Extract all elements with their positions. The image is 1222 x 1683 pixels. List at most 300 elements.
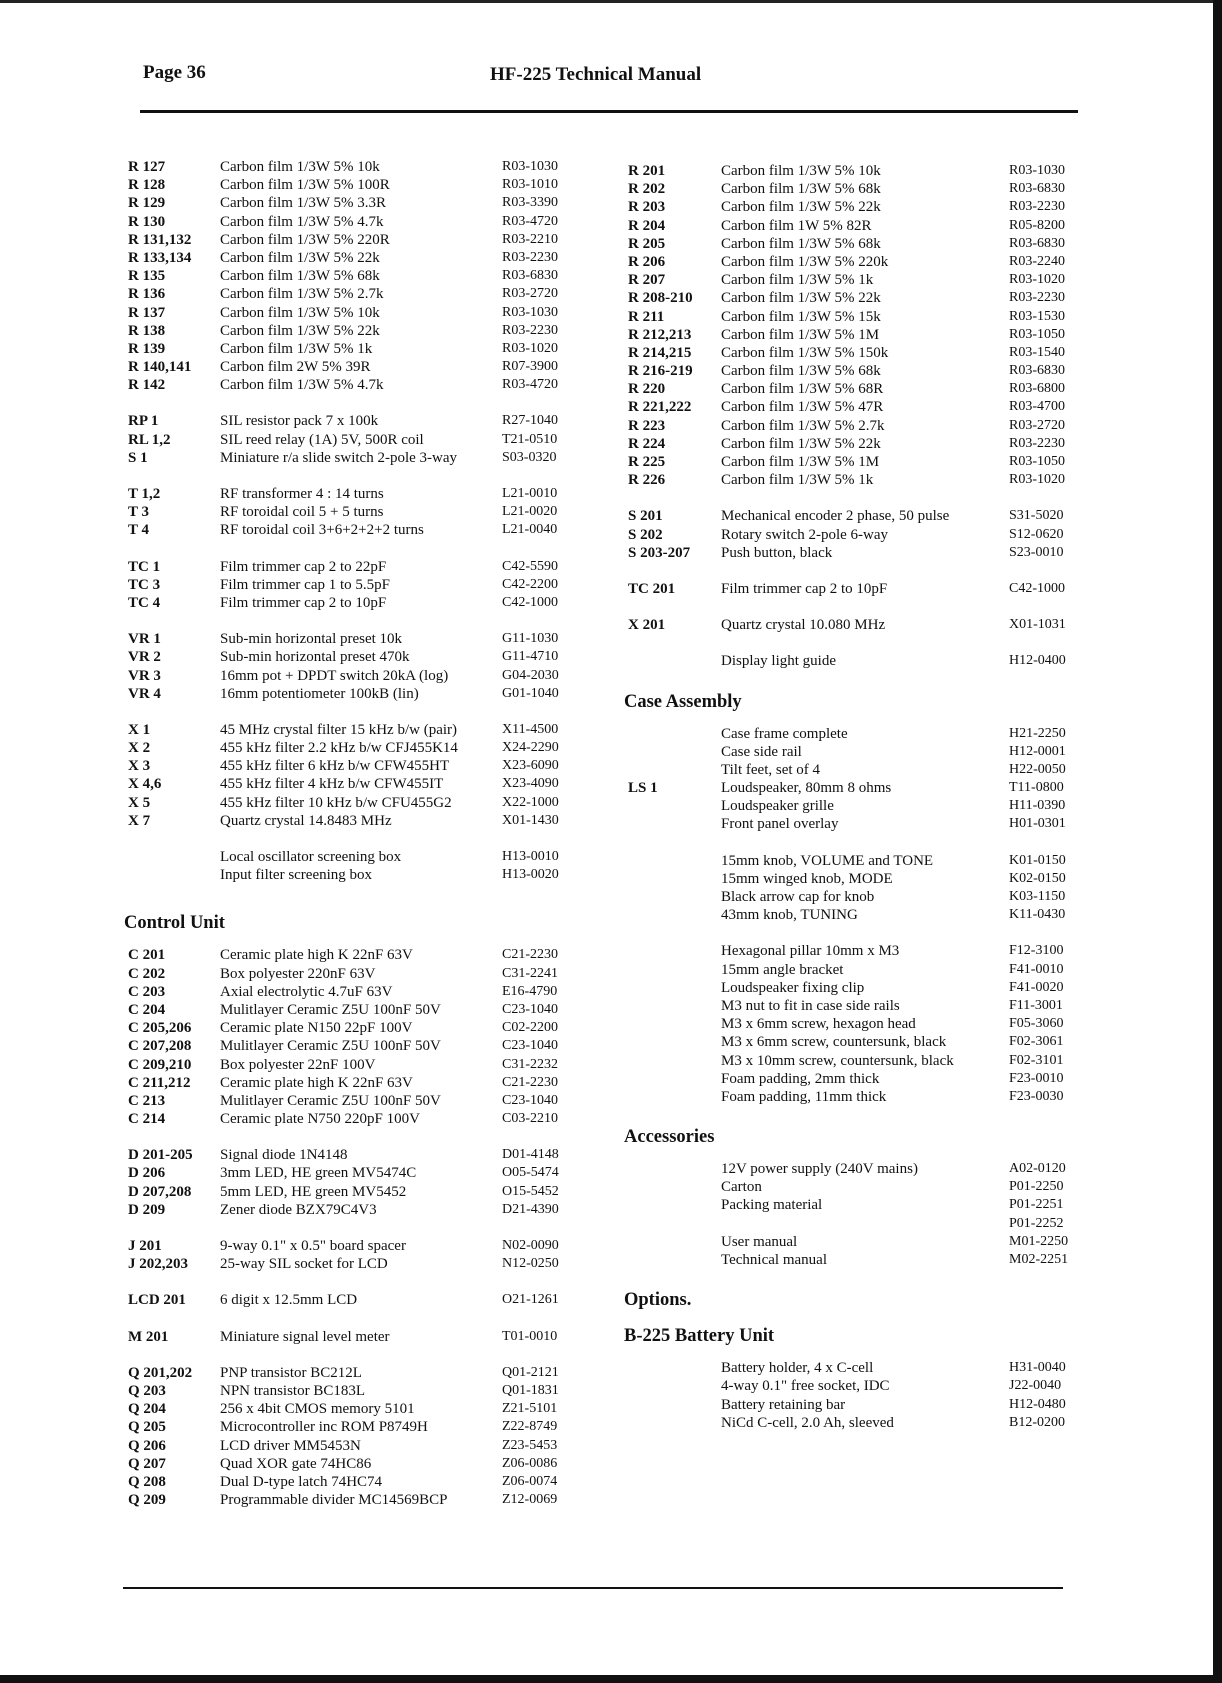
part-description: Foam padding, 11mm thick xyxy=(721,1088,887,1105)
part-reference: R 207 xyxy=(628,272,666,289)
part-description: 256 x 4bit CMOS memory 5101 xyxy=(220,1401,415,1418)
parts-row xyxy=(628,961,1098,979)
part-reference: R 202 xyxy=(628,181,666,198)
part-reference: C 202 xyxy=(128,965,166,982)
part-description: RF toroidal coil 3+6+2+2+2 turns xyxy=(220,522,424,539)
part-description: PNP transistor BC212L xyxy=(220,1364,362,1381)
part-code: R03-1020 xyxy=(1009,472,1065,488)
part-code: R03-1010 xyxy=(502,177,558,193)
parts-row xyxy=(128,431,598,449)
part-description: 455 kHz filter 10 kHz b/w CFU455G2 xyxy=(220,794,452,811)
part-code: S03-0320 xyxy=(502,449,557,465)
part-code: R03-2720 xyxy=(502,286,558,302)
parts-row xyxy=(128,1019,598,1037)
part-description: M3 x 6mm screw, hexagon head xyxy=(721,1016,916,1033)
part-reference: C 201 xyxy=(128,947,166,964)
parts-row xyxy=(628,616,1098,634)
part-description: Input filter screening box xyxy=(220,867,373,884)
part-description: Quartz crystal 14.8483 MHz xyxy=(220,812,392,829)
part-code: F41-0010 xyxy=(1009,961,1064,977)
parts-row xyxy=(128,1382,598,1400)
part-description: M3 x 10mm screw, countersunk, black xyxy=(721,1052,954,1069)
parts-row xyxy=(628,1178,1098,1196)
part-description: Microcontroller inc ROM P8749H xyxy=(220,1419,428,1436)
scan-border-right xyxy=(1213,0,1222,1683)
part-reference: S 203-207 xyxy=(628,544,691,561)
parts-row xyxy=(128,1092,598,1110)
part-description: Battery retaining bar xyxy=(721,1396,846,1413)
parts-row xyxy=(128,249,598,267)
part-reference: R 204 xyxy=(628,217,666,234)
part-code: G04-2030 xyxy=(502,667,559,683)
part-code: R03-2720 xyxy=(1009,417,1065,433)
part-reference xyxy=(628,852,721,870)
part-reference: C 209,210 xyxy=(128,1056,192,1073)
part-description: Carbon film 1/3W 5% 15k xyxy=(721,308,881,325)
part-description: Carbon film 1/3W 5% 150k xyxy=(721,344,889,361)
parts-row xyxy=(628,1033,1098,1051)
part-code: H12-0400 xyxy=(1009,653,1066,669)
part-description xyxy=(721,1215,1009,1233)
part-code: D01-4148 xyxy=(502,1147,559,1163)
part-reference: R 131,132 xyxy=(128,231,192,248)
parts-row xyxy=(128,503,598,521)
part-reference: C 211,212 xyxy=(128,1074,191,1091)
part-description: Packing material xyxy=(721,1197,823,1214)
parts-row xyxy=(128,485,598,503)
parts-row xyxy=(628,815,1098,833)
part-code: Z22-8749 xyxy=(502,1419,558,1435)
part-reference: R 208-210 xyxy=(628,290,693,307)
parts-row xyxy=(628,362,1098,380)
part-description: Mulitlayer Ceramic Z5U 100nF 50V xyxy=(220,1038,441,1055)
part-reference: Q 205 xyxy=(128,1419,166,1436)
parts-row xyxy=(628,289,1098,307)
group-spacer xyxy=(128,612,598,630)
part-reference: X 201 xyxy=(628,617,666,634)
part-code: Q01-1831 xyxy=(502,1382,559,1398)
part-reference: R 225 xyxy=(628,454,666,470)
part-code: H13-0020 xyxy=(502,867,559,883)
part-description: Carbon film 1/3W 5% 2.7k xyxy=(721,417,885,434)
part-reference: X 1 xyxy=(128,721,151,738)
part-reference: X 2 xyxy=(128,740,151,757)
part-description: Ceramic plate high K 22nF 63V xyxy=(220,1074,413,1091)
part-description: Box polyester 220nF 63V xyxy=(220,965,376,982)
parts-row xyxy=(128,267,598,285)
parts-row xyxy=(628,888,1098,906)
part-code: Z12-0069 xyxy=(502,1492,558,1508)
parts-row xyxy=(628,979,1098,997)
part-description: Carbon film 1/3W 5% 10k xyxy=(721,163,881,179)
part-reference xyxy=(628,997,721,1015)
part-reference xyxy=(628,942,721,960)
parts-row xyxy=(128,1037,598,1055)
part-description: Carbon film 1/3W 5% 2.7k xyxy=(220,286,384,303)
part-description: Carbon film 1/3W 5% 22k xyxy=(721,290,881,307)
part-description: Mulitlayer Ceramic Z5U 100nF 50V xyxy=(220,1092,441,1109)
part-description: NiCd C-cell, 2.0 Ah, sleeved xyxy=(721,1414,894,1431)
part-description: Loudspeaker fixing clip xyxy=(721,979,865,996)
parts-row xyxy=(128,648,598,666)
part-description: User manual xyxy=(721,1233,798,1250)
group-spacer xyxy=(128,540,598,558)
parts-row xyxy=(128,1418,598,1436)
parts-row xyxy=(128,1473,598,1491)
parts-row xyxy=(628,761,1098,779)
part-code: H13-0010 xyxy=(502,849,559,864)
part-reference: Q 208 xyxy=(128,1473,166,1490)
part-reference: C 213 xyxy=(128,1092,166,1109)
part-code: F23-0010 xyxy=(1009,1070,1064,1086)
parts-row xyxy=(128,558,598,576)
part-reference: TC 1 xyxy=(128,558,161,575)
part-reference: TC 4 xyxy=(128,594,161,611)
parts-row xyxy=(128,594,598,612)
part-reference: S 201 xyxy=(628,508,663,525)
part-description: 15mm winged knob, MODE xyxy=(721,870,893,887)
part-reference: M 201 xyxy=(128,1328,169,1345)
parts-row xyxy=(128,946,598,964)
part-reference xyxy=(128,866,220,884)
part-reference xyxy=(628,1088,721,1106)
part-reference: R 139 xyxy=(128,340,166,357)
part-code: K11-0430 xyxy=(1009,907,1066,923)
part-reference: VR 3 xyxy=(128,667,161,684)
part-code: G01-1040 xyxy=(502,685,559,701)
parts-row xyxy=(128,285,598,303)
part-reference: R 135 xyxy=(128,268,166,285)
part-code: S12-0620 xyxy=(1009,526,1064,542)
parts-row xyxy=(628,1070,1098,1088)
part-code: C42-2200 xyxy=(502,576,558,592)
part-reference: R 221,222 xyxy=(628,399,692,416)
part-reference xyxy=(628,961,721,979)
parts-row xyxy=(128,1328,598,1346)
part-description: Carbon film 1/3W 5% 68k xyxy=(721,363,881,380)
parts-row xyxy=(628,1196,1098,1214)
part-description: Carbon film 1/3W 5% 1k xyxy=(721,272,874,289)
part-reference: R 220 xyxy=(628,381,666,398)
part-description: Front panel overlay xyxy=(721,816,839,833)
scan-border-top xyxy=(0,0,1214,3)
part-description: Carbon film 1/3W 5% 1M xyxy=(721,326,880,343)
part-reference: Q 207 xyxy=(128,1455,166,1472)
part-description: Film trimmer cap 1 to 5.5pF xyxy=(220,576,390,593)
part-reference xyxy=(628,761,721,779)
part-reference: R 212,213 xyxy=(628,326,692,343)
part-description: M3 x 6mm screw, countersunk, black xyxy=(721,1034,947,1051)
part-reference: J 202,203 xyxy=(128,1256,188,1273)
part-description: Carbon film 1/3W 5% 3.3R xyxy=(220,195,386,212)
parts-row xyxy=(128,412,598,430)
part-description: Carbon film 1/3W 5% 22k xyxy=(721,435,881,452)
part-reference: X 3 xyxy=(128,758,151,775)
parts-row xyxy=(128,304,598,322)
part-description: Ceramic plate high K 22nF 63V xyxy=(220,947,413,964)
part-reference: R 137 xyxy=(128,304,166,321)
part-reference: R 214,215 xyxy=(628,344,692,361)
section-heading-accessories: Accessories xyxy=(624,1127,715,1148)
part-description: Carbon film 1/3W 5% 100R xyxy=(220,177,390,194)
left-column xyxy=(124,158,598,1509)
part-description: Mechanical encoder 2 phase, 50 pulse xyxy=(721,508,950,525)
part-description: Carbon film 1/3W 5% 4.7k xyxy=(220,377,384,394)
part-description: Ceramic plate N150 22pF 100V xyxy=(220,1020,413,1037)
part-code: R03-4720 xyxy=(502,213,558,229)
parts-row xyxy=(628,1251,1098,1269)
part-code: H12-0001 xyxy=(1009,743,1066,759)
parts-row xyxy=(128,983,598,1001)
parts-row xyxy=(628,1215,1098,1233)
part-code: S31-5020 xyxy=(1009,508,1064,524)
part-description: Loudspeaker grille xyxy=(721,798,834,815)
part-code: J22-0040 xyxy=(1009,1378,1062,1394)
part-reference: C 207,208 xyxy=(128,1038,192,1055)
group-spacer xyxy=(128,1128,598,1146)
part-code: H11-0390 xyxy=(1009,798,1066,814)
group-spacer xyxy=(628,489,1098,507)
part-reference xyxy=(628,870,721,888)
part-reference: R 138 xyxy=(128,322,166,339)
part-reference: R 127 xyxy=(128,159,166,175)
part-reference xyxy=(628,1178,721,1196)
part-code: R03-1530 xyxy=(1009,308,1065,324)
parts-row xyxy=(128,1074,598,1092)
part-description: Carbon film 1W 5% 82R xyxy=(721,217,872,234)
part-code: X11-4500 xyxy=(502,721,559,737)
part-reference: Q 204 xyxy=(128,1401,166,1418)
part-description: Carbon film 1/3W 5% 68k xyxy=(721,181,881,198)
part-description: Carbon film 1/3W 5% 1k xyxy=(721,472,874,489)
part-code: R03-2230 xyxy=(502,249,558,265)
part-description: 3mm LED, HE green MV5474C xyxy=(220,1165,417,1182)
part-reference: Q 206 xyxy=(128,1437,166,1454)
part-description: Loudspeaker, 80mm 8 ohms xyxy=(721,780,892,797)
part-reference: D 209 xyxy=(128,1201,166,1218)
part-code: R03-1050 xyxy=(1009,454,1065,469)
parts-row xyxy=(628,507,1098,525)
part-reference: R 211 xyxy=(628,308,665,325)
parts-row xyxy=(128,1237,598,1255)
part-description: Box polyester 22nF 100V xyxy=(220,1056,376,1073)
part-description: Dual D-type latch 74HC74 xyxy=(220,1473,383,1490)
parts-row xyxy=(628,1233,1098,1251)
group-spacer xyxy=(128,1273,598,1291)
group-spacer xyxy=(128,703,598,721)
part-description: Carbon film 1/3W 5% 22k xyxy=(721,199,881,216)
part-reference: X 4,6 xyxy=(128,776,162,793)
part-reference xyxy=(628,652,721,670)
part-reference xyxy=(628,1215,721,1233)
part-description: Carbon film 1/3W 5% 220k xyxy=(721,253,889,270)
parts-row xyxy=(628,725,1098,743)
parts-row xyxy=(128,322,598,340)
part-reference: R 130 xyxy=(128,213,166,230)
part-code: B12-0200 xyxy=(1009,1414,1065,1430)
part-description: Sub-min horizontal preset 10k xyxy=(220,631,403,648)
parts-row xyxy=(628,544,1098,562)
part-code: O15-5452 xyxy=(502,1183,559,1199)
part-description: Programmable divider MC14569BCP xyxy=(220,1492,448,1509)
part-description: 43mm knob, TUNING xyxy=(721,907,858,924)
part-reference: J 201 xyxy=(128,1238,162,1254)
part-code: T21-0510 xyxy=(502,431,558,447)
part-reference xyxy=(628,1196,721,1214)
part-code: R03-2230 xyxy=(502,322,558,338)
part-reference: R 136 xyxy=(128,286,166,303)
group-spacer xyxy=(128,1346,598,1364)
part-reference: VR 4 xyxy=(128,685,161,702)
part-reference xyxy=(628,1251,721,1269)
parts-row xyxy=(128,1255,598,1273)
parts-row xyxy=(128,812,598,830)
part-reference: R 203 xyxy=(628,199,666,216)
part-description: Zener diode BZX79C4V3 xyxy=(220,1201,377,1218)
parts-row xyxy=(128,739,598,757)
parts-row xyxy=(128,1146,598,1164)
group-spacer xyxy=(628,834,1098,852)
parts-row xyxy=(628,1052,1098,1070)
part-reference: R 128 xyxy=(128,177,166,194)
part-code: R03-2230 xyxy=(1009,199,1065,215)
part-reference: LS 1 xyxy=(628,780,658,797)
part-code: R03-1030 xyxy=(502,159,558,174)
part-description: 455 kHz filter 2.2 kHz b/w CFJ455K14 xyxy=(220,740,458,757)
parts-row xyxy=(128,667,598,685)
part-code: R03-2230 xyxy=(1009,435,1065,451)
parts-row xyxy=(628,906,1098,924)
part-reference xyxy=(628,743,721,761)
part-reference: Q 209 xyxy=(128,1492,166,1509)
header-divider xyxy=(140,110,1078,113)
parts-row xyxy=(628,471,1098,489)
parts-row xyxy=(628,580,1098,598)
parts-row xyxy=(628,942,1098,960)
section-heading-case-assembly: Case Assembly xyxy=(624,691,742,712)
part-description: Foam padding, 2mm thick xyxy=(721,1070,880,1087)
part-code: F12-3100 xyxy=(1009,943,1064,959)
part-reference: D 206 xyxy=(128,1165,166,1182)
part-description: 15mm angle bracket xyxy=(721,961,844,978)
part-reference: T 4 xyxy=(128,522,149,539)
part-description: Battery holder, 4 x C-cell xyxy=(721,1360,874,1377)
part-code: R03-1030 xyxy=(1009,163,1065,178)
part-description: Mulitlayer Ceramic Z5U 100nF 50V xyxy=(220,1001,441,1018)
part-reference: X 7 xyxy=(128,812,151,829)
parts-row xyxy=(628,326,1098,344)
part-code: K01-0150 xyxy=(1009,852,1066,868)
part-reference: T 3 xyxy=(128,504,149,521)
part-code: R03-2230 xyxy=(1009,290,1065,306)
part-description: Carbon film 1/3W 5% 10k xyxy=(220,304,380,321)
part-code: N02-0090 xyxy=(502,1238,559,1253)
part-code: X01-1031 xyxy=(1009,617,1066,633)
parts-row xyxy=(128,231,598,249)
section-heading-options: Options. xyxy=(624,1290,692,1311)
part-code: M02-2251 xyxy=(1009,1252,1069,1267)
parts-row xyxy=(128,721,598,739)
part-reference: VR 1 xyxy=(128,631,161,648)
parts-row xyxy=(628,852,1098,870)
parts-row xyxy=(128,1291,598,1309)
part-code: C31-2241 xyxy=(502,965,558,981)
part-code: R03-1540 xyxy=(1009,344,1065,360)
section-spacer xyxy=(628,1106,1098,1116)
footer-divider xyxy=(123,1587,1063,1589)
part-reference: R 129 xyxy=(128,195,166,212)
parts-row xyxy=(628,217,1098,235)
parts-row xyxy=(128,965,598,983)
part-reference xyxy=(628,1414,721,1432)
part-code: C03-2210 xyxy=(502,1111,558,1127)
parts-row xyxy=(128,358,598,376)
group-spacer xyxy=(628,598,1098,616)
part-code: R03-1050 xyxy=(1009,326,1065,342)
parts-row xyxy=(128,1164,598,1182)
part-reference xyxy=(128,848,220,866)
section-heading-control-unit: Control Unit xyxy=(124,913,225,934)
part-description: Carbon film 1/3W 5% 10k xyxy=(220,159,380,175)
parts-row xyxy=(128,866,598,884)
part-description: NPN transistor BC183L xyxy=(220,1382,366,1399)
part-reference: TC 3 xyxy=(128,576,161,593)
part-description: 15mm knob, VOLUME and TONE xyxy=(721,852,934,869)
part-code: C23-1040 xyxy=(502,1092,558,1108)
part-reference: C 214 xyxy=(128,1111,166,1128)
part-description: 16mm potentiometer 100kB (lin) xyxy=(220,685,419,702)
part-reference xyxy=(628,1233,721,1251)
parts-row xyxy=(628,398,1098,416)
part-description: Carbon film 1/3W 5% 68R xyxy=(721,381,884,398)
parts-row xyxy=(128,757,598,775)
part-description: Miniature signal level meter xyxy=(220,1328,390,1345)
parts-row xyxy=(128,794,598,812)
part-description: Tilt feet, set of 4 xyxy=(721,761,821,778)
part-reference: C 204 xyxy=(128,1001,166,1018)
part-code: Z21-5101 xyxy=(502,1401,558,1417)
parts-row xyxy=(628,162,1098,180)
part-description: RF transformer 4 : 14 turns xyxy=(220,486,384,502)
part-description: Carbon film 1/3W 5% 68k xyxy=(220,268,380,285)
section-heading-battery-unit: B-225 Battery Unit xyxy=(624,1326,775,1347)
page-number: Page 36 xyxy=(143,62,206,83)
part-description: Carton xyxy=(721,1179,762,1196)
part-description: Carbon film 1/3W 5% 220R xyxy=(220,231,390,248)
part-reference: R 205 xyxy=(628,235,666,252)
parts-row xyxy=(128,576,598,594)
part-reference: Q 201,202 xyxy=(128,1364,193,1381)
part-code: L21-0040 xyxy=(502,522,558,538)
part-code: F23-0030 xyxy=(1009,1088,1064,1104)
parts-row xyxy=(128,449,598,467)
part-description: Film trimmer cap 2 to 10pF xyxy=(721,580,888,597)
part-code: R03-3390 xyxy=(502,195,558,211)
right-column xyxy=(624,162,1098,1432)
parts-row xyxy=(128,685,598,703)
part-description: 16mm pot + DPDT switch 20kA (log) xyxy=(220,667,449,684)
part-description: Carbon film 1/3W 5% 47R xyxy=(721,399,884,416)
part-description: Signal diode 1N4148 xyxy=(220,1147,348,1164)
part-code: C31-2232 xyxy=(502,1056,558,1072)
part-code: S23-0010 xyxy=(1009,544,1064,560)
parts-row xyxy=(128,1110,598,1128)
parts-row xyxy=(628,235,1098,253)
part-code: N12-0250 xyxy=(502,1256,559,1272)
parts-row xyxy=(128,158,598,176)
group-spacer xyxy=(628,634,1098,652)
parts-row xyxy=(128,521,598,539)
